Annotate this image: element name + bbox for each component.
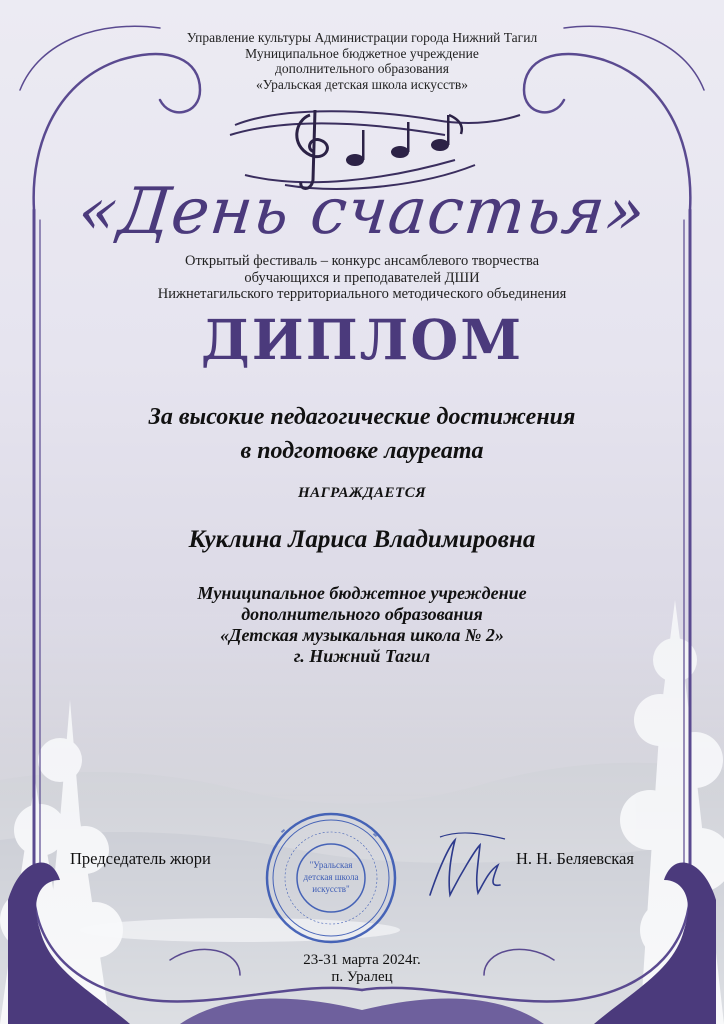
achievement-line: За высокие педагогические достижения	[148, 404, 576, 430]
event-footer	[0, 952, 724, 986]
achievement-text	[0, 400, 724, 468]
jury-chair-name: Н. Н. Беляевская	[516, 849, 634, 868]
header-line: Управление культуры Администрации города Нижний Тагил	[186, 30, 538, 45]
header-line: Муниципальное бюджетное учреждение	[245, 45, 479, 61]
achievement-line: в подготовке лауреата	[240, 438, 484, 464]
subtitle-line: обучающихся и преподавателей ДШИ	[244, 269, 480, 286]
awarded-label: НАГРАЖДАЕТСЯ	[297, 485, 427, 501]
subtitle-line: Открытый фестиваль – конкурс ансамблевого творчества	[184, 253, 540, 269]
institution-line: г. Нижний Тагил	[293, 646, 431, 666]
signature	[420, 825, 510, 905]
event-dates: 23-31 марта 2024г.	[303, 952, 421, 968]
event-place: п. Уралец	[331, 969, 393, 985]
recipient-institution	[0, 583, 724, 667]
header-line: «Уральская детская школа искусств»	[256, 76, 468, 92]
institution-line: дополнительного образования	[241, 604, 483, 624]
subtitle-line: Нижнетагильского территориального методического объединения	[157, 286, 567, 302]
institution-line: Муниципальное бюджетное учреждение	[197, 583, 527, 603]
organizer-header	[0, 30, 724, 92]
seal-text: "Уральская	[309, 860, 353, 870]
seal-text: искусств"	[312, 884, 350, 894]
institution-line: «Детская музыкальная школа № 2»	[220, 625, 504, 645]
jury-chair-role: Председатель жюри	[70, 849, 211, 868]
recipient-name: Куклина Лариса Владимировна	[188, 526, 536, 553]
seal-text: детская школа	[303, 872, 359, 882]
header-line: дополнительного образования	[275, 61, 449, 76]
official-seal	[263, 810, 399, 946]
festival-title: «День счастья»	[74, 175, 650, 249]
diploma-heading: ДИПЛОМ	[200, 307, 524, 372]
festival-subtitle	[0, 253, 724, 303]
